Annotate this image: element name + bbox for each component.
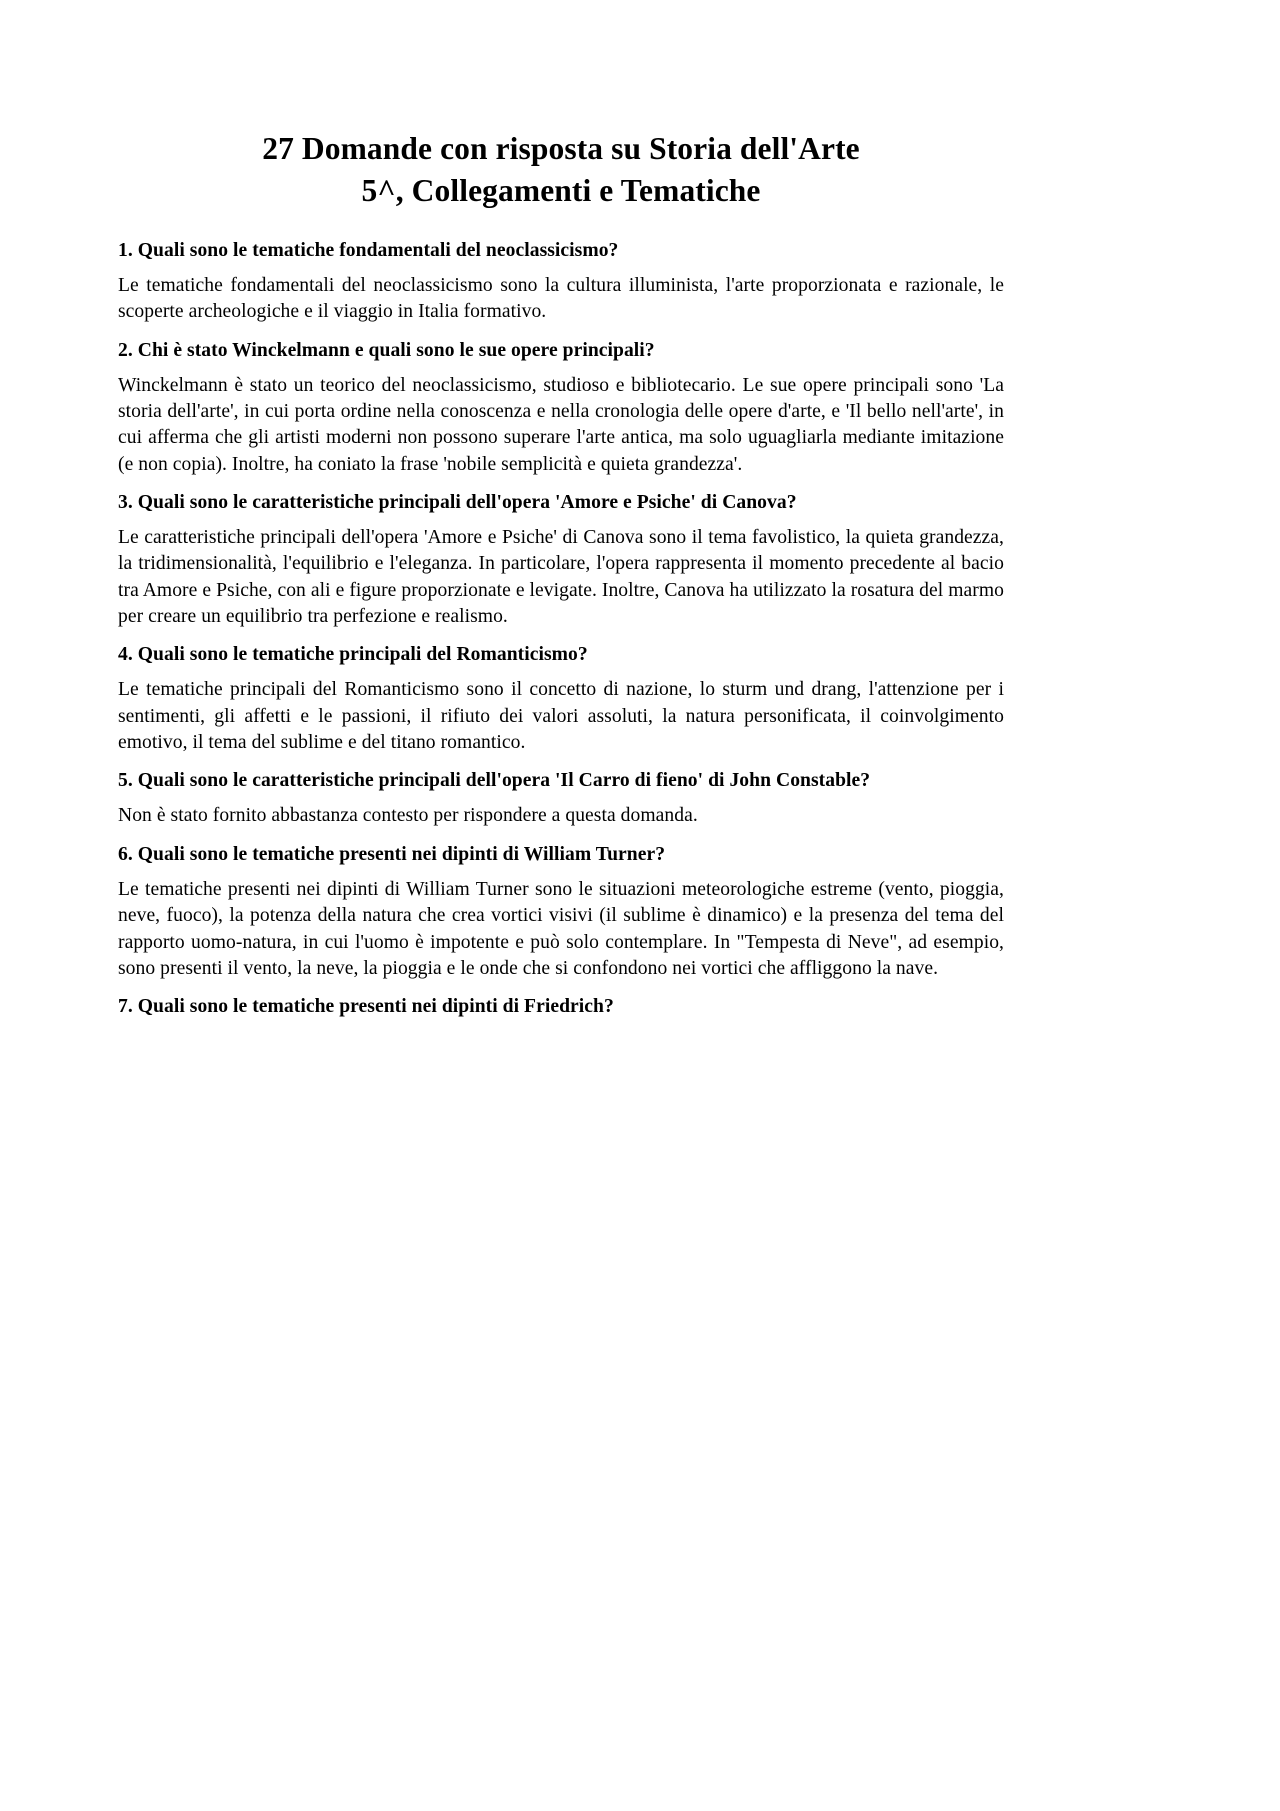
page-title [118,128,1004,212]
page-content [118,128,1004,1029]
qa-block [118,490,1004,630]
page-title-line-1: 27 Domande con risposta su Storia dell'Arte [262,131,860,166]
question-heading-3: 3. Quali sono le caratteristiche principali dell'opera 'Amore e Psiche' di Canova? [118,491,797,513]
page-title-line-2: 5^, Collegamenti e Tematiche [361,172,761,208]
answer-paragraph-5: Non è stato fornito abbastanza contesto per rispondere a questa domanda. [118,805,698,827]
answer-paragraph-1: Le tematiche fondamentali del neoclassicismo sono la cultura illuminista, l'arte proporzionata e razionale, le scoperte archeologiche e il viaggio in Italia formativo. [118,274,1004,323]
answer-paragraph-4: Le tematiche principali del Romanticismo sono il concetto di nazione, lo sturm und drang, l'attenzione per i sentimenti, gli affetti e le passioni, il rifiuto dei valori assoluti, la natura personificata, il coinvolgimento emotivo, il tema del sublime e del titano romantico. [118,679,1004,754]
question-heading-1: 1. Quali sono le tematiche fondamentali del neoclassicismo? [118,239,619,261]
answer-paragraph-3: Le caratteristiche principali dell'opera 'Amore e Psiche' di Canova sono il tema favolistico, la quieta grandezza, la tridimensionalità, l'equilibrio e l'eleganza. In particolare, l'opera rappresenta il momento precedente al bacio tra Amore e Psiche, con ali e figure proporzionate e levigate. Inoltre, Canova ha utilizzato la rosatura del marmo per creare un equilibrio tra perfezione e realismo. [118,526,1004,628]
question-heading-2: 2. Chi è stato Winckelmann e quali sono le sue opere principali? [118,339,655,361]
question-heading-7: 7. Quali sono le tematiche presenti nei dipinti di Friedrich? [118,996,614,1018]
question-heading-6: 6. Quali sono le tematiche presenti nei dipinti di William Turner? [118,843,666,865]
qa-block [118,994,1004,1020]
qa-block [118,642,1004,756]
qa-block [118,768,1004,829]
qa-block [118,842,1004,982]
question-heading-4: 4. Quali sono le tematiche principali del Romanticismo? [118,644,588,666]
qa-block [118,238,1004,326]
question-heading-5: 5. Quali sono le caratteristiche principali dell'opera 'Il Carro di fieno' di John Constable? [118,770,871,792]
answer-paragraph-6: Le tematiche presenti nei dipinti di William Turner sono le situazioni meteorologiche estreme (vento, pioggia, neve, fuoco), la potenza della natura che crea vortici visivi (il sublime è dinamico) e la presenza del tema del rapporto uomo-natura, in cui l'uomo è impotente e può solo contemplare. In "Tempesta di Neve", ad esempio, sono presenti il vento, la neve, la pioggia e le onde che si confondono nei vortici che affliggono la nave. [118,878,1004,979]
answer-paragraph-2: Winckelmann è stato un teorico del neoclassicismo, studioso e bibliotecario. Le sue opere principali sono 'La storia dell'arte', in cui porta ordine nella conoscenza e nella cronologia delle opere d'arte, e 'Il bello nell'arte', in cui afferma che gli artisti moderni non possono superare l'arte antica, ma solo uguagliarla mediante imitazione (e non copia). Inoltre, ha coniato la frase 'nobile semplicità e quieta grandezza'. [118,374,1004,475]
qa-block [118,338,1004,478]
